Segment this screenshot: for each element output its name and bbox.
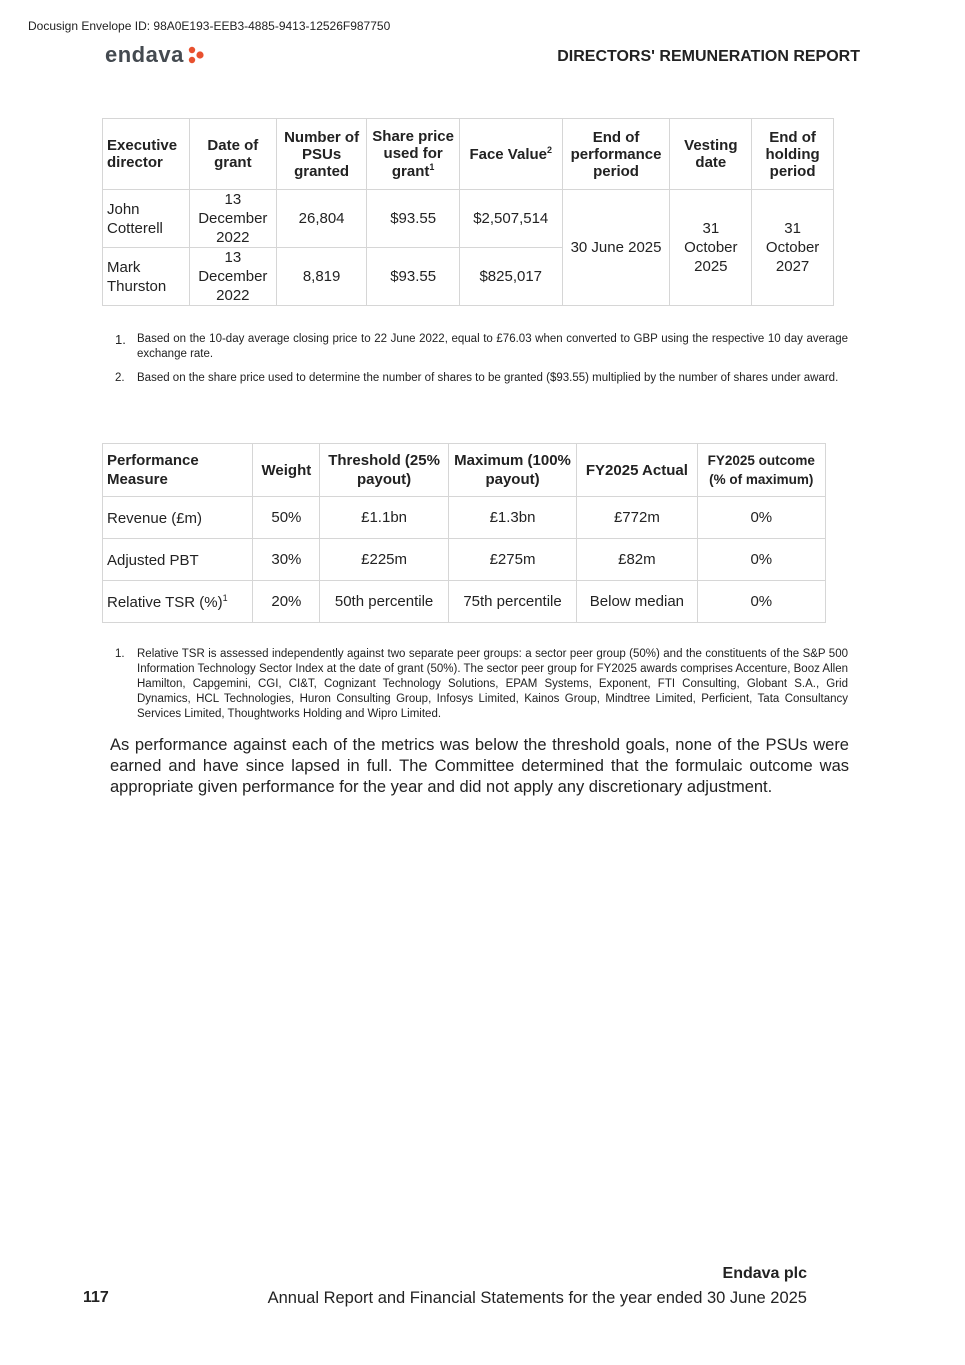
col-date-of-grant: Date of grant xyxy=(189,119,276,190)
page-number: 117 xyxy=(83,1289,109,1306)
cell-psus: 8,819 xyxy=(276,248,367,306)
cell-psus: 26,804 xyxy=(276,190,367,248)
cell-vesting-date: 31 October 2025 xyxy=(670,190,752,306)
psu-grant-table xyxy=(102,118,834,306)
col-end-performance: End of performance period xyxy=(562,119,670,190)
col-measure: Performance Measure xyxy=(103,444,253,497)
cell-maximum: £1.3bn xyxy=(448,497,576,539)
footer-report-title: Annual Report and Financial Statements for the year ended 30 June 2025 xyxy=(267,1289,807,1307)
col-executive-director: Executive director xyxy=(103,119,190,190)
cell-name: John Cotterell xyxy=(103,190,190,248)
endava-mark-icon xyxy=(187,46,205,64)
cell-price: $93.55 xyxy=(367,190,459,248)
cell-threshold: 50th percentile xyxy=(320,581,448,623)
col-face-value: Face Value$^2$ xyxy=(459,119,562,190)
cell-measure: Adjusted PBT xyxy=(103,539,253,581)
table-header-row xyxy=(103,444,826,497)
cell-actual: Below median xyxy=(577,581,697,623)
section-title: DIRECTORS' REMUNERATION REPORT xyxy=(557,48,860,65)
table-row xyxy=(103,539,826,581)
cell-maximum: 75th percentile xyxy=(448,581,576,623)
docusign-envelope-id: Docusign Envelope ID: 98A0E193-EEB3-4885-9413-12526F987750 xyxy=(28,19,391,33)
table-row xyxy=(103,190,834,248)
cell-threshold: £1.1bn xyxy=(320,497,448,539)
cell-threshold: £225m xyxy=(320,539,448,581)
performance-table xyxy=(102,443,826,623)
cell-name: Mark Thurston xyxy=(103,248,190,306)
cell-measure: Relative TSR (%)$^1$ xyxy=(103,581,253,623)
cell-outcome: 0% xyxy=(697,581,825,623)
cell-maximum: £275m xyxy=(448,539,576,581)
col-vesting-date: Vesting date xyxy=(670,119,752,190)
col-number-psus: Number of PSUs granted xyxy=(276,119,367,190)
endava-logo xyxy=(105,42,205,68)
col-weight: Weight xyxy=(253,444,320,497)
cell-face-value: $825,017 xyxy=(459,248,562,306)
cell-date: 13 December 2022 xyxy=(189,248,276,306)
cell-face-value: $2,507,514 xyxy=(459,190,562,248)
conclusion-paragraph: As performance against each of the metrics was below the threshold goals, none of the PSUs were earned and have since lapsed in full. The Committee determined that the formulaic outcome was appropriate given performance for the year and did not apply any discretionary adjustment. xyxy=(110,736,849,796)
col-end-holding: End of holding period xyxy=(752,119,834,190)
cell-date: 13 December 2022 xyxy=(189,190,276,248)
cell-actual: £772m xyxy=(577,497,697,539)
cell-outcome: 0% xyxy=(697,497,825,539)
cell-weight: 50% xyxy=(253,497,320,539)
col-outcome: FY2025 outcome (% of maximum) xyxy=(697,444,825,497)
col-threshold: Threshold (25% payout) xyxy=(320,444,448,497)
cell-weight: 20% xyxy=(253,581,320,623)
col-share-price: Share price used for grant$^1$ xyxy=(367,119,459,190)
psu-footnote-2: 2. Based on the share price used to determine the number of shares to be granted ($93.55) multiplied by the number of shares under award. xyxy=(115,372,839,384)
table-header-row xyxy=(103,119,834,190)
col-maximum: Maximum (100% payout) xyxy=(448,444,576,497)
psu-footnote-1: 1. Based on the 10-day average closing price to 22 June 2022, equal to £76.03 when converted to GBP using the respective 10 day average exchange rate. xyxy=(115,332,848,360)
cell-weight: 30% xyxy=(253,539,320,581)
cell-price: $93.55 xyxy=(367,248,459,306)
logo-wordmark: endava xyxy=(105,42,184,67)
col-actual: FY2025 Actual xyxy=(577,444,697,497)
perf-footnote-1: 1. Relative TSR is assessed independently against two separate peer groups: a sector peer group (50%) and the constituents of the S&P 500 Information Technology Sector Index at the date of grant (50%). The sector peer group for FY2025 awards comprises Accenture, Booz Allen Hamilton, Capgemini, CGI, CI&T, Cognizant Technology Solutions, EPAM Systems, Exponent, FTI Consulting, Globant S.A., Grid Dynamics, HCL Technologies, Huron Consulting Group, Infosys Limited, Kainos Group, Mindtree Limited, Perficient, Tata Consultancy Services Limited, Thoughtworks Holding and Wipro Limited. xyxy=(115,648,848,720)
table-row xyxy=(103,497,826,539)
table-row xyxy=(103,581,826,623)
cell-end-performance: 30 June 2025 xyxy=(562,190,670,306)
footer-company: Endava plc xyxy=(722,1265,807,1282)
cell-actual: £82m xyxy=(577,539,697,581)
cell-measure: Revenue (£m) xyxy=(103,497,253,539)
cell-end-holding: 31 October 2027 xyxy=(752,190,834,306)
cell-outcome: 0% xyxy=(697,539,825,581)
